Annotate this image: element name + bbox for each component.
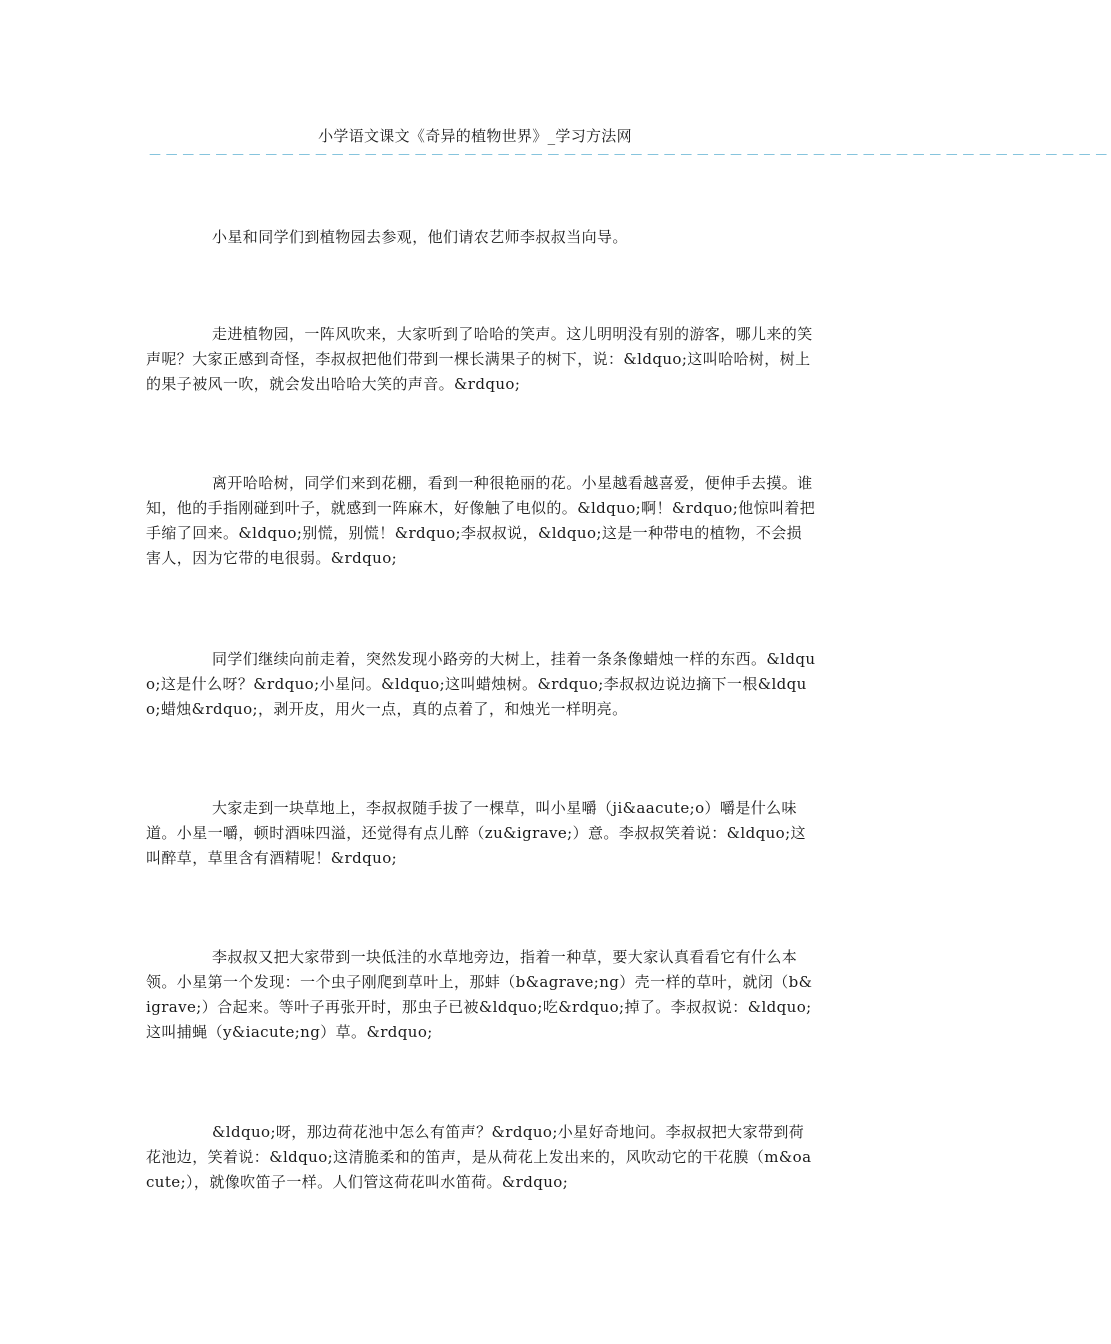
document-title: 小学语文课文《奇异的植物世界》_学习方法网 [318,127,632,145]
paragraph-6: 李叔叔又把大家带到一块低洼的水草地旁边，指着一种草，要大家认真看看它有什么本领。小星第一个发现：一个虫子刚爬到草叶上，那蚌（b&agrave;ng）壳一样的草叶，就闭（b&igrave;）合起来。等叶子再张开时，那虫子已被&ldquo;吃&rdquo;掉了。李叔叔说：&ldquo;这叫捕蝇（y&iacute;ng）草。&rdquo; [146,948,813,1041]
title-divider: －－－－－－－－－－－－－－－－－－－－－－－－－－－－－－－－－－－－－－－－－－－－－－－－－－－－－－－－－－ [148,148,1111,164]
paragraph-3: 离开哈哈树，同学们来到花棚，看到一种很艳丽的花。小星越看越喜爱，便伸手去摸。谁知，他的手指刚碰到叶子，就感到一阵麻木，好像触了电似的。&ldquo;啊！&rdquo;他惊叫着把手缩了回来。&ldquo;别慌，别慌！&rdquo;李叔叔说，&ldquo;这是一种带电的植物，不会损害人，因为它带的电很弱。&rdquo; [146,474,816,567]
paragraph-2: 走进植物园，一阵风吹来，大家听到了哈哈的笑声。这儿明明没有别的游客，哪儿来的笑声呢？大家正感到奇怪，李叔叔把他们带到一棵长满果子的树下，说：&ldquo;这叫哈哈树，树上的果子被风一吹，就会发出哈哈大笑的声音。&rdquo; [146,325,813,393]
paragraph-5: 大家走到一块草地上，李叔叔随手拔了一棵草，叫小星嚼（ji&aacute;o）嚼是什么味道。小星一嚼，顿时酒味四溢，还觉得有点儿醉（zu&igrave;）意。李叔叔笑着说：&ldquo;这叫醉草，草里含有酒精呢！&rdquo; [146,799,806,867]
paragraph-1: 小星和同学们到植物园去参观，他们请农艺师李叔叔当向导。 [212,228,628,246]
paragraph-7: &ldquo;呀，那边荷花池中怎么有笛声？&rdquo;小星好奇地问。李叔叔把大家带到荷花池边，笑着说：&ldquo;这清脆柔和的笛声，是从荷花上发出来的，风吹动它的干花膜（m&oacute;），就像吹笛子一样。人们管这荷花叫水笛荷。&rdquo; [146,1123,812,1191]
paragraph-4: 同学们继续向前走着，突然发现小路旁的大树上，挂着一条条像蜡烛一样的东西。&ldquo;这是什么呀？&rdquo;小星问。&ldquo;这叫蜡烛树。&rdquo;李叔叔边说边摘下一根&ldquo;蜡烛&rdquo;，剥开皮，用火一点，真的点着了，和烛光一样明亮。 [146,650,816,718]
